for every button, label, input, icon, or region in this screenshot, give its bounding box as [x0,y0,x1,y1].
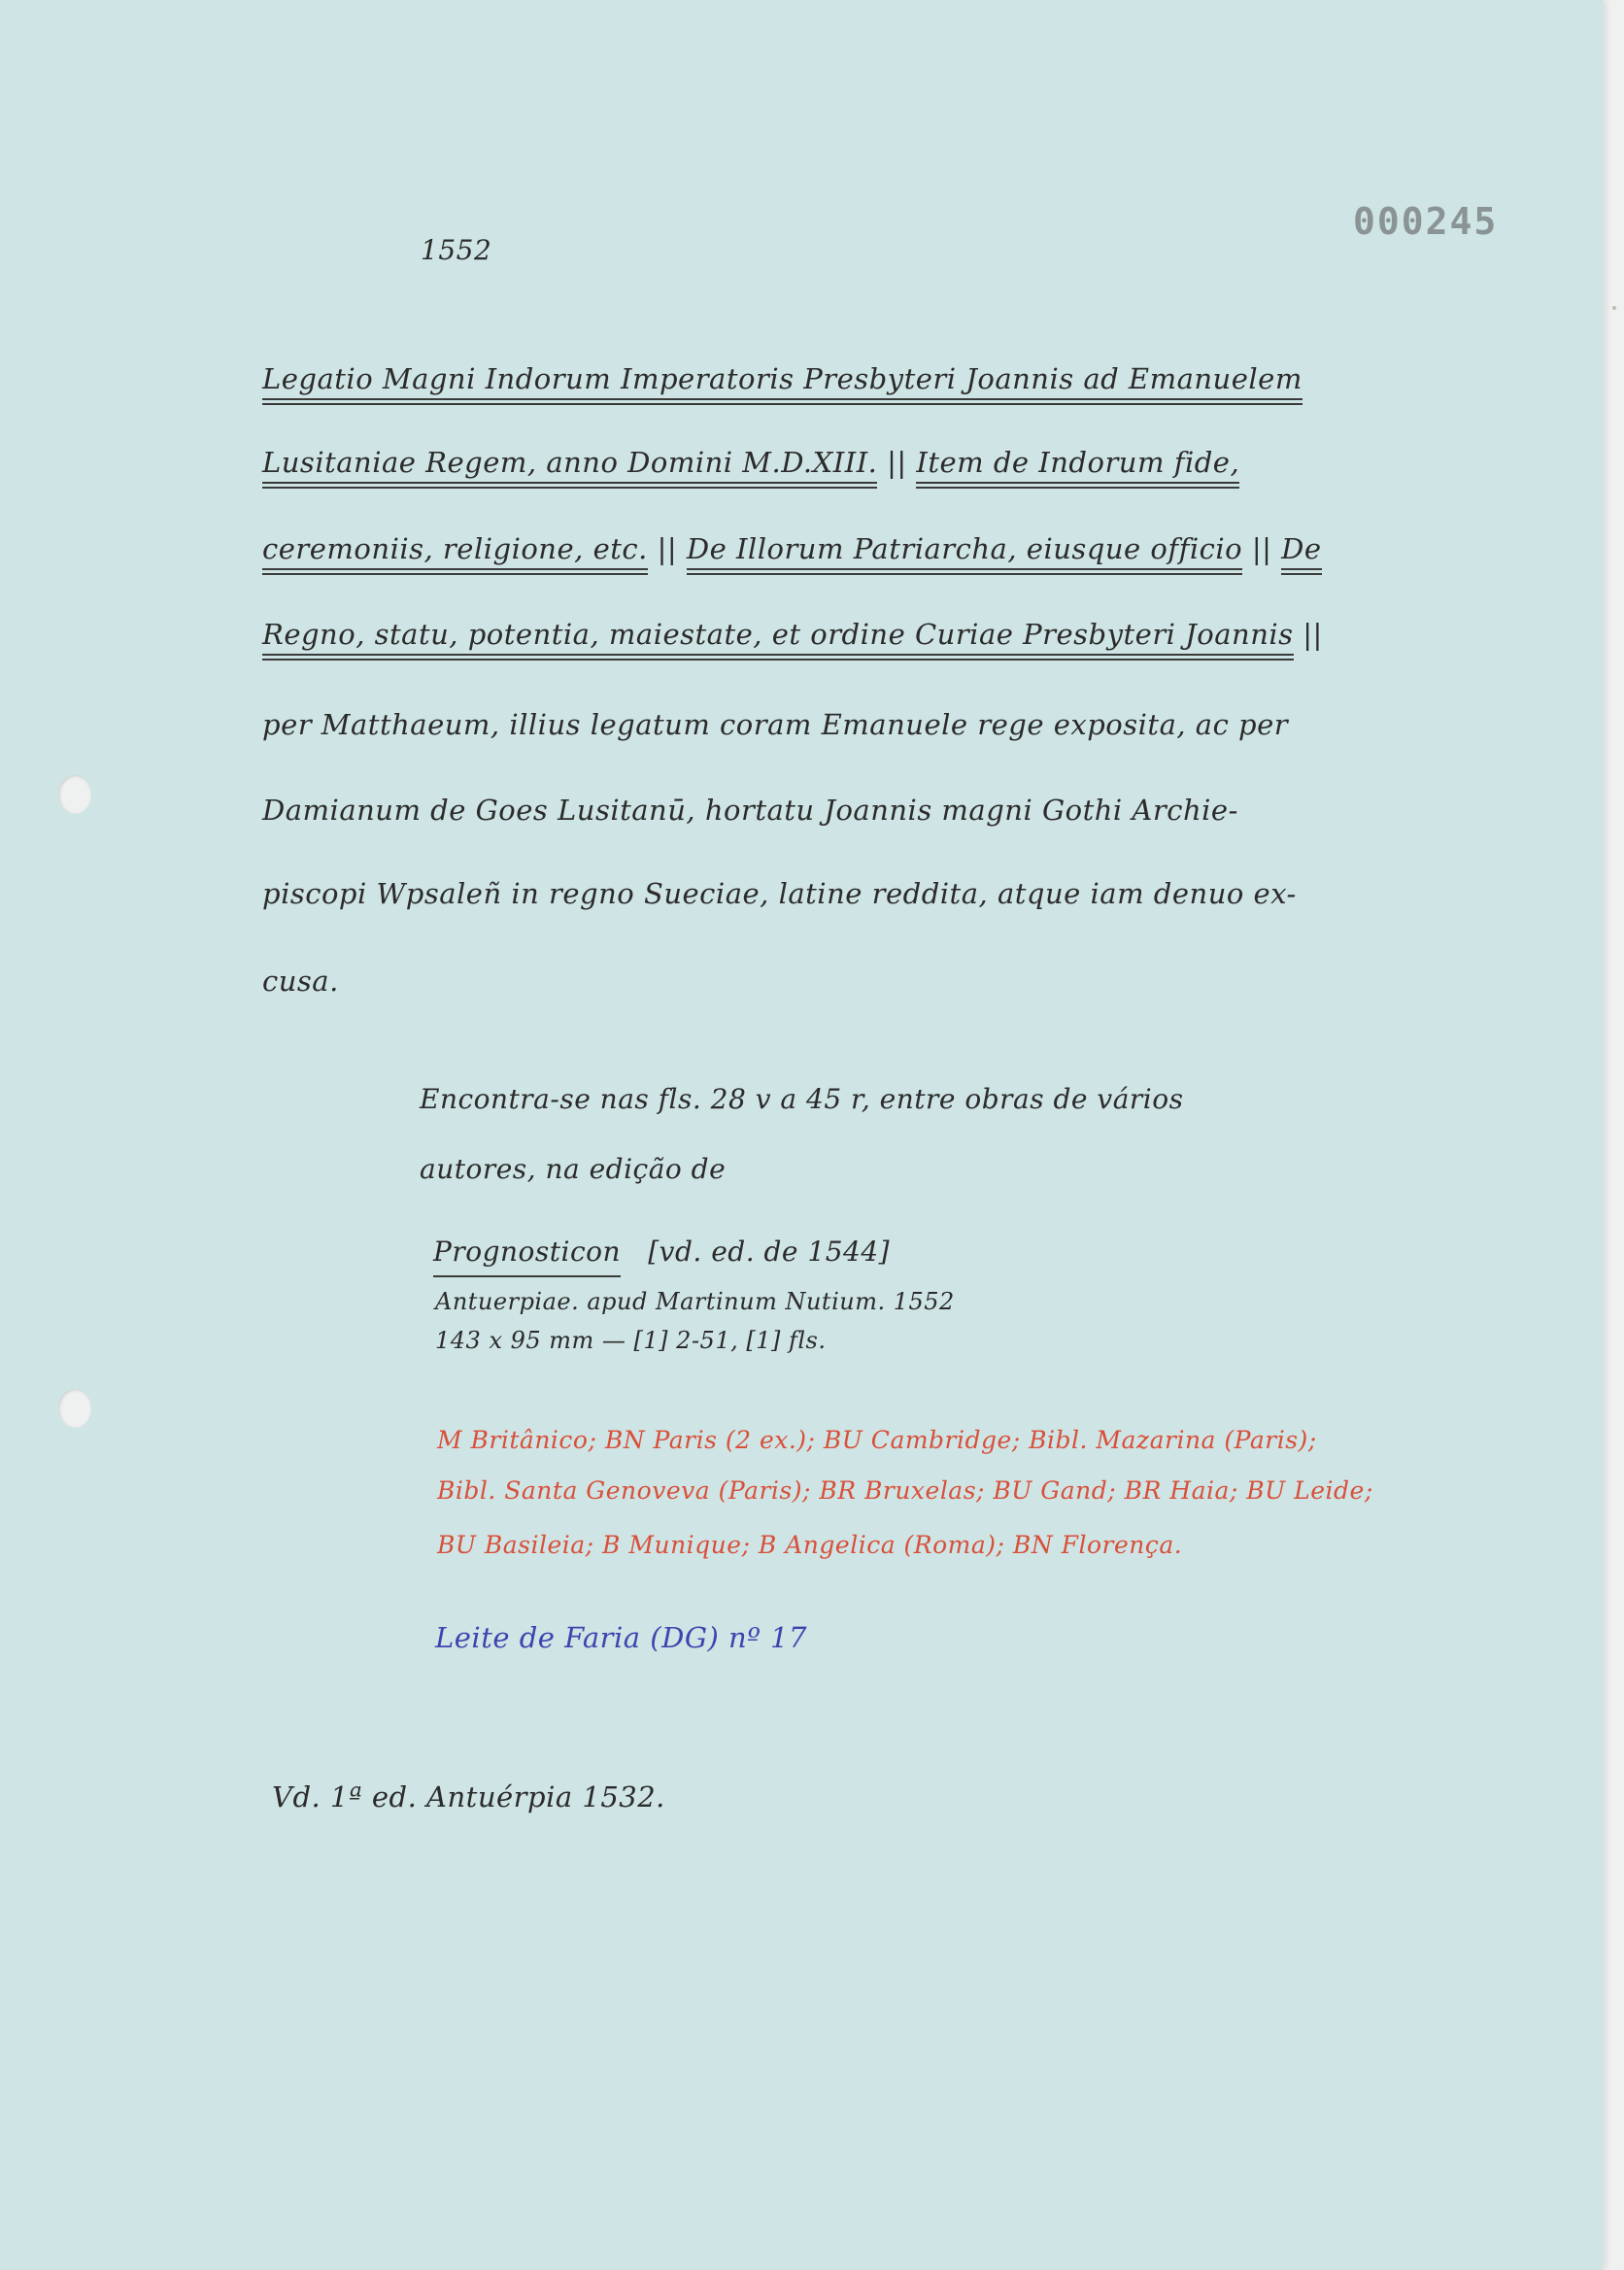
title-line-7: piscopi Wpsaleñ in regno Sueciae, latine reddita, atque iam denuo ex- [262,877,1297,910]
title-line-2-c: Item de Indorum fide, [916,446,1240,479]
edition-ref: [vd. ed. de 1544] [648,1236,891,1268]
holdings-line-3: BU Basileia; B Munique; B Angelica (Roma); BN Florença. [437,1531,1183,1559]
title-separator: || [887,446,907,479]
title-line-3 [262,532,1322,565]
punch-hole [58,775,91,814]
edition-title-line [433,1238,890,1266]
edition-imprint: Antuerpiae. apud Martinum Nutium. 1552 [435,1288,955,1315]
see-also-note: Vd. 1ª ed. Antuérpia 1532. [272,1780,665,1813]
title-separator: || [657,532,678,565]
title-line-2 [262,446,1240,479]
paper-speck [1612,306,1616,310]
bibliographic-reference: Leite de Faria (DG) nº 17 [435,1621,807,1654]
title-line-4-a: Regno, statu, potentia, maiestate, et ordine Curiae Presbyteri Joannis [262,618,1294,651]
note-line-1: Encontra-se nas fls. 28 v a 45 r, entre obras de vários [420,1083,1184,1115]
edition-title: Prognosticon [433,1236,622,1268]
edition-format: 143 x 95 mm — [1] 2-51, [1] fls. [435,1327,827,1354]
title-line-4 [262,618,1323,651]
punch-hole [58,1389,91,1428]
title-line-2-a: Lusitaniae Regem, anno Domini M.D.XIII. [262,446,878,479]
title-line-1 [262,362,1303,395]
holdings-line-1: M Britânico; BN Paris (2 ex.); BU Cambridge; Bibl. Mazarina (Paris); [437,1426,1317,1454]
year: 1552 [421,234,492,266]
title-line-8: cusa. [262,965,339,998]
title-line-3-e: De [1281,532,1322,565]
note-line-2: autores, na edição de [420,1153,727,1185]
title-line-6: Damianum de Goes Lusitanū, hortatu Joannis magni Gothi Archie- [262,794,1238,827]
title-line-3-a: ceremoniis, religione, etc. [262,532,648,565]
title-line-5: per Matthaeum, illius legatum coram Emanuele rege exposita, ac per [262,708,1289,741]
title-separator: || [1303,618,1323,651]
holdings-line-2: Bibl. Santa Genoveva (Paris); BR Bruxelas; BU Gand; BR Haia; BU Leide; [437,1476,1373,1505]
title-separator: || [1251,532,1272,565]
title-line-3-c: De Illorum Patriarcha, eiusque officio [686,532,1243,565]
serial-number: 000245 [1353,200,1499,243]
title-line-1-text: Legatio Magni Indorum Imperatoris Presbyteri Joannis ad Emanuelem [262,362,1303,395]
